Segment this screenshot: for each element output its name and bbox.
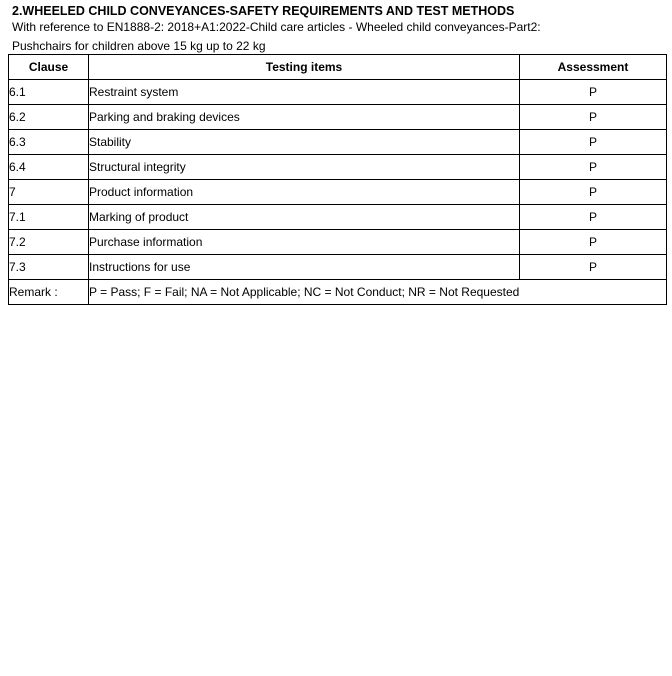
table-row [9, 155, 667, 180]
assessment-cell: P [520, 180, 667, 205]
testing-item-cell: Instructions for use [89, 255, 520, 280]
clause-cell: 7.1 [9, 205, 89, 230]
testing-item-cell: Marking of product [89, 205, 520, 230]
table-row [9, 180, 667, 205]
table-row [9, 205, 667, 230]
remark-row [9, 280, 667, 305]
testing-items-header: Testing items [89, 55, 520, 80]
testing-item-cell: Product information [89, 180, 520, 205]
clause-cell: 6.4 [9, 155, 89, 180]
document-title: 2.WHEELED CHILD CONVEYANCES-SAFETY REQUIREMENTS AND TEST METHODS [12, 4, 515, 18]
clause-cell: 7.3 [9, 255, 89, 280]
assessment-cell: P [520, 130, 667, 155]
clause-cell: 6.1 [9, 80, 89, 105]
table-row [9, 230, 667, 255]
assessment-header: Assessment [520, 55, 667, 80]
test-results-table [8, 54, 667, 305]
testing-item-cell: Restraint system [89, 80, 520, 105]
assessment-cell: P [520, 80, 667, 105]
table-row [9, 255, 667, 280]
testing-item-cell: Parking and braking devices [89, 105, 520, 130]
assessment-cell: P [520, 105, 667, 130]
testing-item-cell: Purchase information [89, 230, 520, 255]
table-row [9, 105, 667, 130]
testing-item-cell: Stability [89, 130, 520, 155]
table-header-row [9, 55, 667, 80]
testing-item-cell: Structural integrity [89, 155, 520, 180]
table-row [9, 130, 667, 155]
clause-header: Clause [9, 55, 89, 80]
assessment-cell: P [520, 230, 667, 255]
assessment-cell: P [520, 155, 667, 180]
assessment-cell: P [520, 205, 667, 230]
clause-cell: 6.2 [9, 105, 89, 130]
clause-cell: 6.3 [9, 130, 89, 155]
standard-reference: With reference to EN1888-2: 2018+A1:2022-Child care articles - Wheeled child conveyances-Part2: [12, 20, 541, 34]
clause-cell: 7.2 [9, 230, 89, 255]
remark-label: Remark : [9, 280, 89, 305]
standard-subtitle: Pushchairs for children above 15 kg up to 22 kg [12, 39, 266, 53]
clause-cell: 7 [9, 180, 89, 205]
table-row [9, 80, 667, 105]
remark-legend: P = Pass; F = Fail; NA = Not Applicable; NC = Not Conduct; NR = Not Requested [89, 280, 667, 305]
assessment-cell: P [520, 255, 667, 280]
